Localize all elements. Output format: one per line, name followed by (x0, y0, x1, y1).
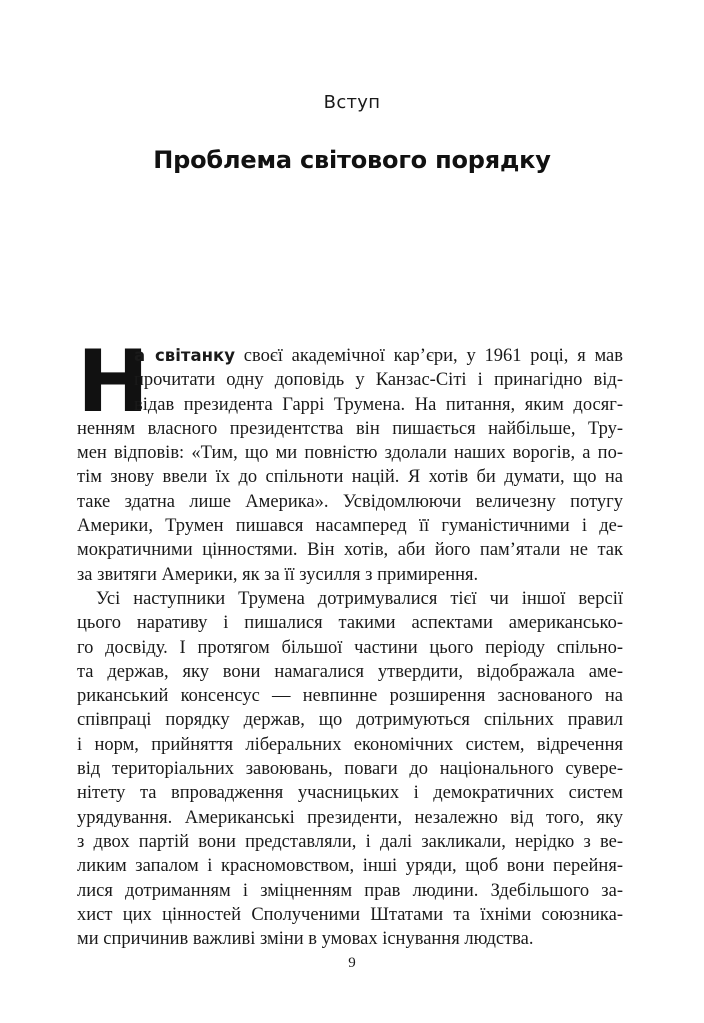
paragraph-line: мен відповів: «Тим, що ми повністю здолали наших ворогів, а по- (77, 443, 623, 464)
paragraph-line: і норм, прийняття ліберальних економічних систем, відречення (77, 734, 623, 755)
paragraph-line: з двох партій вони представляли, і далі закликали, нерідко з ве- (77, 831, 623, 852)
paragraph-line: ликим запалом і красномовством, інші уряди, щоб вони перейня- (77, 856, 623, 877)
lead-bold-text: а світанку (134, 346, 235, 365)
paragraph-line: урядування. Американські президенти, незалежно від того, яку (77, 807, 623, 828)
paragraph-line: мократичними цінностями. Він хотів, аби його пам’ятали не так (77, 540, 623, 561)
paragraph-line: від територіальних завоювань, поваги до національного сувере- (77, 759, 623, 780)
paragraph-line: тім знову ввели їх до спільноти націй. Я хотів би думати, що на (77, 467, 623, 488)
paragraph-line: а світанку своєї академічної кар’єри, у 1961 році, я мав (134, 346, 624, 366)
paragraph-line: го досвіду. І протягом більшої частини цього періоду спільно- (77, 637, 623, 658)
paragraph-line: цього наративу і пишалися такими аспектами американсько- (77, 613, 623, 634)
paragraph-line: співпраці порядку держав, що дотримуються спільних правил (77, 710, 623, 731)
paragraph-line: таке здатна лише Америка». Усвідомлюючи величезну потугу (77, 491, 623, 512)
paragraph-line: нітету та впровадження учасницьких і демократичних систем (77, 783, 623, 804)
paragraph-line: лися дотриманням і зміцненням прав людини. Здебільшого за- (77, 880, 623, 901)
page-number: 9 (348, 955, 356, 971)
paragraph-line: за звитяги Америки, як за її зусилля з примирення. (77, 564, 479, 585)
paragraph-line: хист цих цінностей Сполученими Штатами та їхніми союзника- (77, 904, 623, 925)
paragraph-line: та держав, яку вони намагалися утвердити, відображала аме- (77, 661, 623, 682)
paragraph-line: прочитати одну доповідь у Канзас-Сіті і принагідно від- (134, 370, 623, 391)
chapter-title: Проблема світового порядку (153, 146, 551, 174)
section-label: Вступ (323, 92, 381, 113)
paragraph-line: ненням власного президентства він пишається найбільше, Тру- (77, 418, 623, 439)
paragraph-line: Усі наступники Трумена дотримувалися тієї чи іншої версії (96, 588, 623, 609)
paragraph-line: ми спричинив важливі зміни в умовах існування людства. (77, 929, 534, 950)
paragraph-line: риканський консенсус — невпинне розширення заснованого на (77, 686, 623, 707)
drop-cap: Н (77, 332, 149, 432)
paragraph-line: відав президента Гаррі Трумена. На питання, яким досяг- (134, 394, 623, 415)
paragraph-line: Америки, Трумен пишався насамперед її гуманістичними і де- (77, 516, 623, 537)
body-text (77, 332, 624, 951)
